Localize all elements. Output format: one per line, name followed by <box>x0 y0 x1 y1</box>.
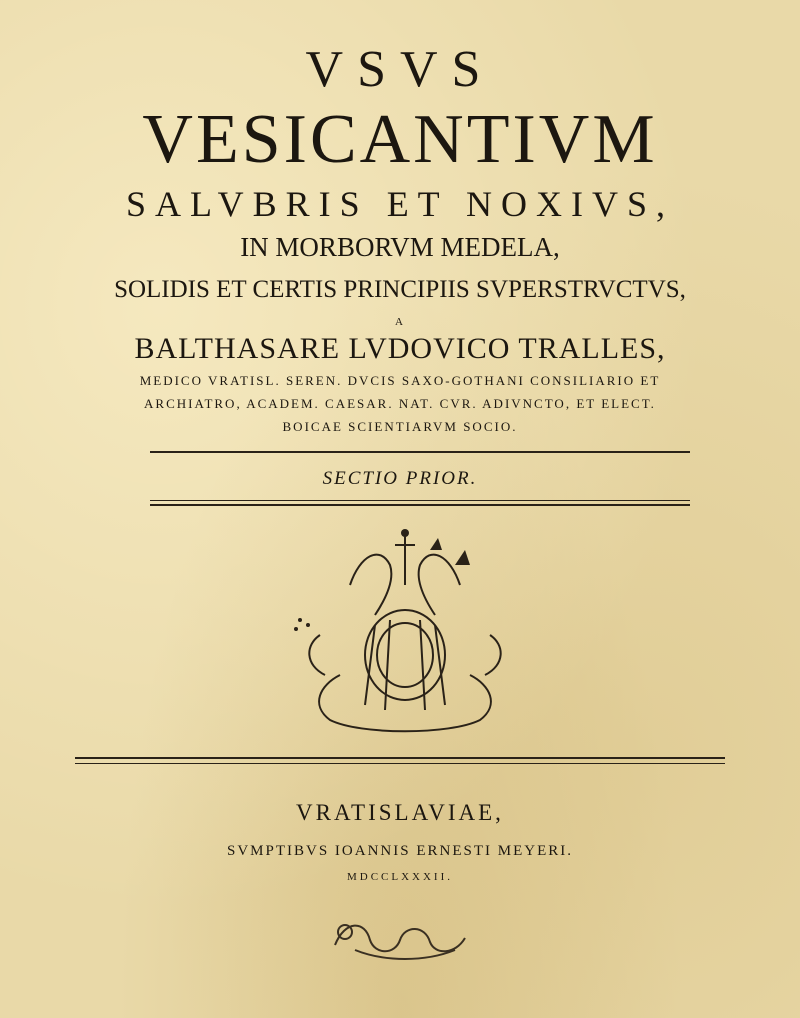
imprint-place: VRATISLAVIAE, <box>296 800 504 825</box>
divider-top <box>150 451 690 453</box>
title-line-usus: VSVS <box>305 41 495 98</box>
title-line-solidis: SOLIDIS ET CERTIS PRINCIPIIS SVPERSTRVCTVS, <box>114 276 686 303</box>
divider-lower-2 <box>75 763 725 764</box>
author-credentials-3: BOICAE SCIENTIARVM SOCIO. <box>282 419 518 434</box>
divider-upper <box>150 500 690 501</box>
author-name: BALTHASARE LVDOVICO TRALLES, <box>134 332 666 365</box>
imprint-publisher: SVMPTIBVS IOANNIS ERNESTI MEYERI. <box>226 843 573 859</box>
divider-lower <box>75 757 725 759</box>
title-line-a: A <box>395 316 405 328</box>
title-line-salubris: SALVBRIS ET NOXIVS, <box>125 184 675 224</box>
library-stamp-icon <box>325 910 485 965</box>
section-label: SECTIO PRIOR. <box>322 468 478 489</box>
author-credentials-2: ARCHIATRO, ACADEM. CAESAR. NAT. CVR. ADIVNCTO, ET ELECT. <box>144 396 656 411</box>
imprint-year: MDCCLXXXII. <box>346 871 454 883</box>
printers-ornament-icon <box>290 525 520 740</box>
divider-upper-2 <box>150 504 690 506</box>
author-credentials-1: MEDICO VRATISL. SEREN. DVCIS SAXO-GOTHANI CONSILIARIO ET <box>139 373 661 388</box>
title-line-vesicantium: VESICANTIVM <box>142 101 658 178</box>
title-line-in-morborum: IN MORBORVM MEDELA, <box>240 232 560 262</box>
